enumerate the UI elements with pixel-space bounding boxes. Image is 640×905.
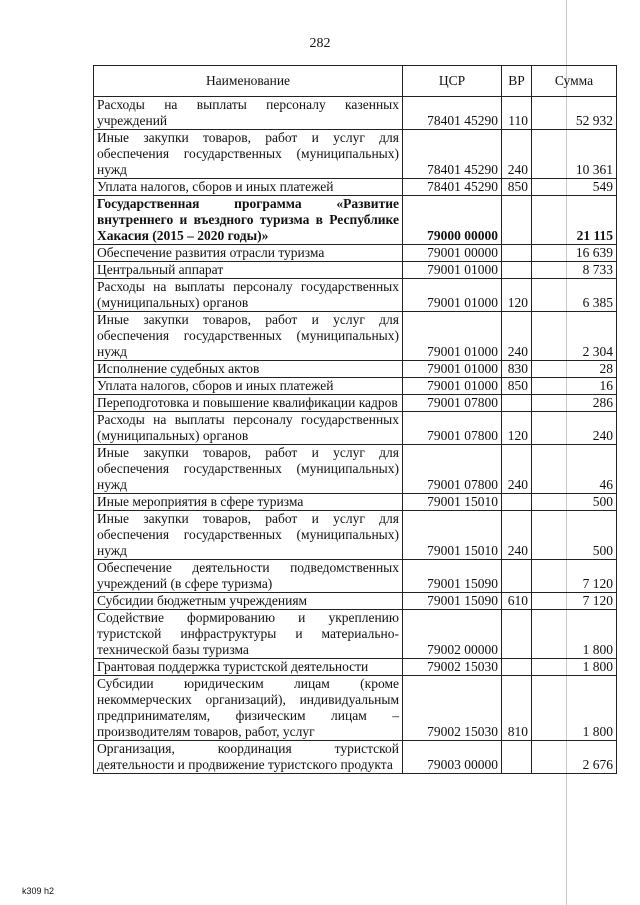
cell-sum: 500	[532, 494, 617, 511]
cell-vr	[502, 262, 532, 279]
table-row	[94, 593, 617, 610]
table-row	[94, 312, 617, 361]
cell-vr: 610	[502, 593, 532, 610]
header-name: Наименование	[94, 66, 403, 97]
page-number: 282	[309, 36, 331, 51]
header-csr: ЦСР	[403, 66, 502, 97]
cell-sum: 1 800	[532, 676, 617, 741]
cell-sum: 286	[532, 395, 617, 412]
cell-name: Государственная программа «Развитие внутреннего и въездного туризма в Республике Хакасия (2015 – 2020 годы)»	[94, 196, 403, 245]
cell-sum: 1 800	[532, 610, 617, 659]
cell-vr	[502, 610, 532, 659]
cell-vr: 810	[502, 676, 532, 741]
cell-sum: 7 120	[532, 593, 617, 610]
cell-sum: 549	[532, 179, 617, 196]
cell-sum: 1 800	[532, 659, 617, 676]
cell-csr: 79001 01000	[403, 262, 502, 279]
table-row	[94, 361, 617, 378]
cell-csr: 79001 07800	[403, 445, 502, 494]
cell-csr: 79002 15030	[403, 659, 502, 676]
cell-sum: 8 733	[532, 262, 617, 279]
cell-name: Иные закупки товаров, работ и услуг для обеспечения государственных (муниципальных) нужд	[94, 130, 403, 179]
header-sum: Сумма	[532, 66, 617, 97]
cell-sum: 10 361	[532, 130, 617, 179]
cell-name: Содействие формированию и укреплению туристской инфраструктуры и материально-технической базы туризма	[94, 610, 403, 659]
table-row	[94, 279, 617, 312]
cell-csr: 78401 45290	[403, 179, 502, 196]
cell-csr: 78401 45290	[403, 97, 502, 130]
cell-name: Расходы на выплаты персоналу государственных (муниципальных) органов	[94, 279, 403, 312]
cell-name: Иные закупки товаров, работ и услуг для обеспечения государственных (муниципальных) нужд	[94, 445, 403, 494]
cell-name: Иные закупки товаров, работ и услуг для обеспечения государственных (муниципальных) нужд	[94, 312, 403, 361]
cell-vr	[502, 659, 532, 676]
table-row	[94, 659, 617, 676]
cell-vr: 830	[502, 361, 532, 378]
cell-csr: 79001 15010	[403, 511, 502, 560]
cell-vr: 110	[502, 97, 532, 130]
cell-name: Обеспечение деятельности подведомственных учреждений (в сфере туризма)	[94, 560, 403, 593]
table-row	[94, 378, 617, 395]
table-row	[94, 610, 617, 659]
cell-name: Расходы на выплаты персоналу государственных (муниципальных) органов	[94, 412, 403, 445]
budget-table	[93, 65, 617, 774]
cell-vr: 240	[502, 445, 532, 494]
cell-sum: 52 932	[532, 97, 617, 130]
cell-csr: 78401 45290	[403, 130, 502, 179]
cell-sum: 7 120	[532, 560, 617, 593]
table-row	[94, 741, 617, 774]
cell-name: Исполнение судебных актов	[94, 361, 403, 378]
cell-csr: 79001 01000	[403, 312, 502, 361]
cell-name: Грантовая поддержка туристской деятельности	[94, 659, 403, 676]
cell-csr: 79002 15030	[403, 676, 502, 741]
cell-name: Организация, координация туристской деятельности и продвижение туристского продукта	[94, 741, 403, 774]
cell-sum: 16 639	[532, 245, 617, 262]
cell-vr: 240	[502, 511, 532, 560]
cell-name: Иные закупки товаров, работ и услуг для обеспечения государственных (муниципальных) нужд	[94, 511, 403, 560]
cell-csr: 79001 15090	[403, 560, 502, 593]
header-vr: ВР	[502, 66, 532, 97]
cell-name: Центральный аппарат	[94, 262, 403, 279]
cell-csr: 79001 01000	[403, 378, 502, 395]
cell-name: Расходы на выплаты персоналу казенных учреждений	[94, 97, 403, 130]
table-row	[94, 494, 617, 511]
cell-sum: 2 676	[532, 741, 617, 774]
cell-sum: 28	[532, 361, 617, 378]
cell-vr: 850	[502, 378, 532, 395]
table-row	[94, 97, 617, 130]
table-header-row	[94, 66, 617, 97]
cell-vr: 240	[502, 312, 532, 361]
cell-csr: 79002 00000	[403, 610, 502, 659]
cell-vr	[502, 196, 532, 245]
cell-csr: 79001 01000	[403, 279, 502, 312]
cell-name: Уплата налогов, сборов и иных платежей	[94, 179, 403, 196]
cell-name: Субсидии бюджетным учреждениям	[94, 593, 403, 610]
table-row	[94, 262, 617, 279]
cell-vr	[502, 245, 532, 262]
cell-vr: 850	[502, 179, 532, 196]
cell-sum: 21 115	[532, 196, 617, 245]
cell-csr: 79001 01000	[403, 361, 502, 378]
table-row	[94, 395, 617, 412]
cell-csr: 79001 15010	[403, 494, 502, 511]
cell-vr	[502, 494, 532, 511]
cell-csr: 79003 00000	[403, 741, 502, 774]
cell-vr	[502, 560, 532, 593]
table-row	[94, 196, 617, 245]
cell-name: Обеспечение развития отрасли туризма	[94, 245, 403, 262]
table-row	[94, 445, 617, 494]
footer-code: k309 h2	[22, 886, 55, 896]
cell-vr: 120	[502, 279, 532, 312]
cell-name: Переподготовка и повышение квалификации кадров	[94, 395, 403, 412]
cell-sum: 16	[532, 378, 617, 395]
cell-csr: 79001 07800	[403, 412, 502, 445]
cell-vr: 120	[502, 412, 532, 445]
cell-csr: 79001 15090	[403, 593, 502, 610]
cell-csr: 79000 00000	[403, 196, 502, 245]
cell-vr: 240	[502, 130, 532, 179]
cell-sum: 2 304	[532, 312, 617, 361]
cell-name: Иные мероприятия в сфере туризма	[94, 494, 403, 511]
cell-sum: 240	[532, 412, 617, 445]
table-row	[94, 412, 617, 445]
cell-vr	[502, 395, 532, 412]
table-row	[94, 511, 617, 560]
cell-name: Субсидии юридическим лицам (кроме некоммерческих организаций), индивидуальным предпринимателям, физическим лицам – производителям товаров, работ, услуг	[94, 676, 403, 741]
cell-name: Уплата налогов, сборов и иных платежей	[94, 378, 403, 395]
table-row	[94, 676, 617, 741]
table-row	[94, 130, 617, 179]
cell-csr: 79001 00000	[403, 245, 502, 262]
table-row	[94, 179, 617, 196]
cell-sum: 6 385	[532, 279, 617, 312]
table-row	[94, 245, 617, 262]
cell-vr	[502, 741, 532, 774]
cell-sum: 500	[532, 511, 617, 560]
cell-csr: 79001 07800	[403, 395, 502, 412]
table-row	[94, 560, 617, 593]
cell-sum: 46	[532, 445, 617, 494]
